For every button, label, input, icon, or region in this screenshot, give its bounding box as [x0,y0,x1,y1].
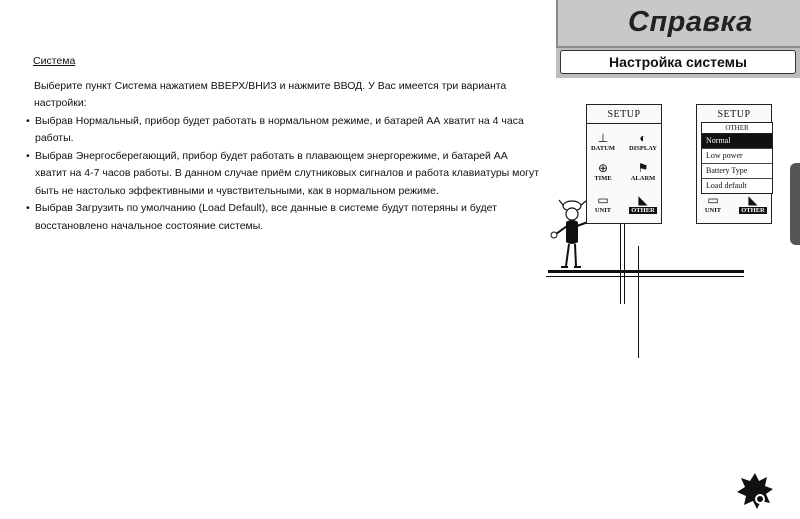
intro-paragraph: Выберите пункт Система нажатием ВВЕРХ/ВНИЗ и нажмите ВВОД. У Вас имеется три варианта настройки: [34,79,507,109]
menu-unit: ▭ UNIT [691,193,735,214]
list-item: • Выбрав Нормальный, прибор будет работать в нормальном режиме, и батарей АА хватит на 4 часа работы. [30,113,540,148]
menu-alarm: ⚑ ALARM [621,161,665,182]
menu-time: ⊕ TIME [581,161,625,182]
instructions [30,53,540,235]
other-menu [701,122,773,194]
other-icon: ◣ [638,193,648,207]
menu-datum: ⊥ DATUM [581,131,625,152]
horizontal-rule [546,276,744,277]
display-icon: ◐ [639,131,647,145]
screen-title: SETUP [607,109,641,120]
section-title-box [560,50,796,74]
menu-display: ◐ DISPLAY [621,131,665,152]
list-item: • Выбрав Энергосберегающий, прибор будет работать в плавающем энергорежиме, и батарей АА хватит на 4-7 часов работы. В данном случае приём слутниковых сигналов и работа клавиатуры могут быть не настолько эффективными и чувствительными, как в нормальном режиме. [30,148,540,201]
datum-icon: ⊥ [597,131,609,145]
horizontal-rule [548,270,744,273]
alarm-icon: ⚑ [637,161,649,175]
header-tab [556,0,800,48]
list-item: • Выбрав Загрузить по умолчанию (Load Default), все данные в системе будут потеряны и будет восстановлено начальное состояние системы. [30,200,540,235]
setup-screen-main [586,104,662,224]
menu-other: ◣ OTHER [731,193,775,214]
vertical-rule [624,224,625,304]
unit-icon: ▭ [707,193,719,207]
other-icon: ◣ [748,193,758,207]
page-edge-tab [790,163,800,245]
screen-title: SETUP [717,109,751,120]
menu-item-load-default: Load default [706,181,747,190]
page-title: Справка [628,6,753,38]
subheader-bar [556,48,800,78]
menu-item-battery-type: Battery Type [702,164,772,179]
vertical-rule [620,224,621,304]
menu-other: ◣ OTHER [621,193,665,214]
clock-icon: ⊕ [597,161,609,175]
page-number-burst-icon [737,473,773,509]
vertical-rule [638,246,639,358]
section-title: Настройка системы [609,54,747,70]
menu-item-low-power: Low power [702,149,772,164]
menu-header: OTHER [702,123,772,134]
options-list [30,113,540,236]
setup-screen-other [696,104,772,224]
menu-unit: ▭ UNIT [581,193,625,214]
menu-item-normal: Normal [702,134,772,149]
unit-icon: ▭ [597,193,609,207]
section-heading: Система [33,55,76,67]
